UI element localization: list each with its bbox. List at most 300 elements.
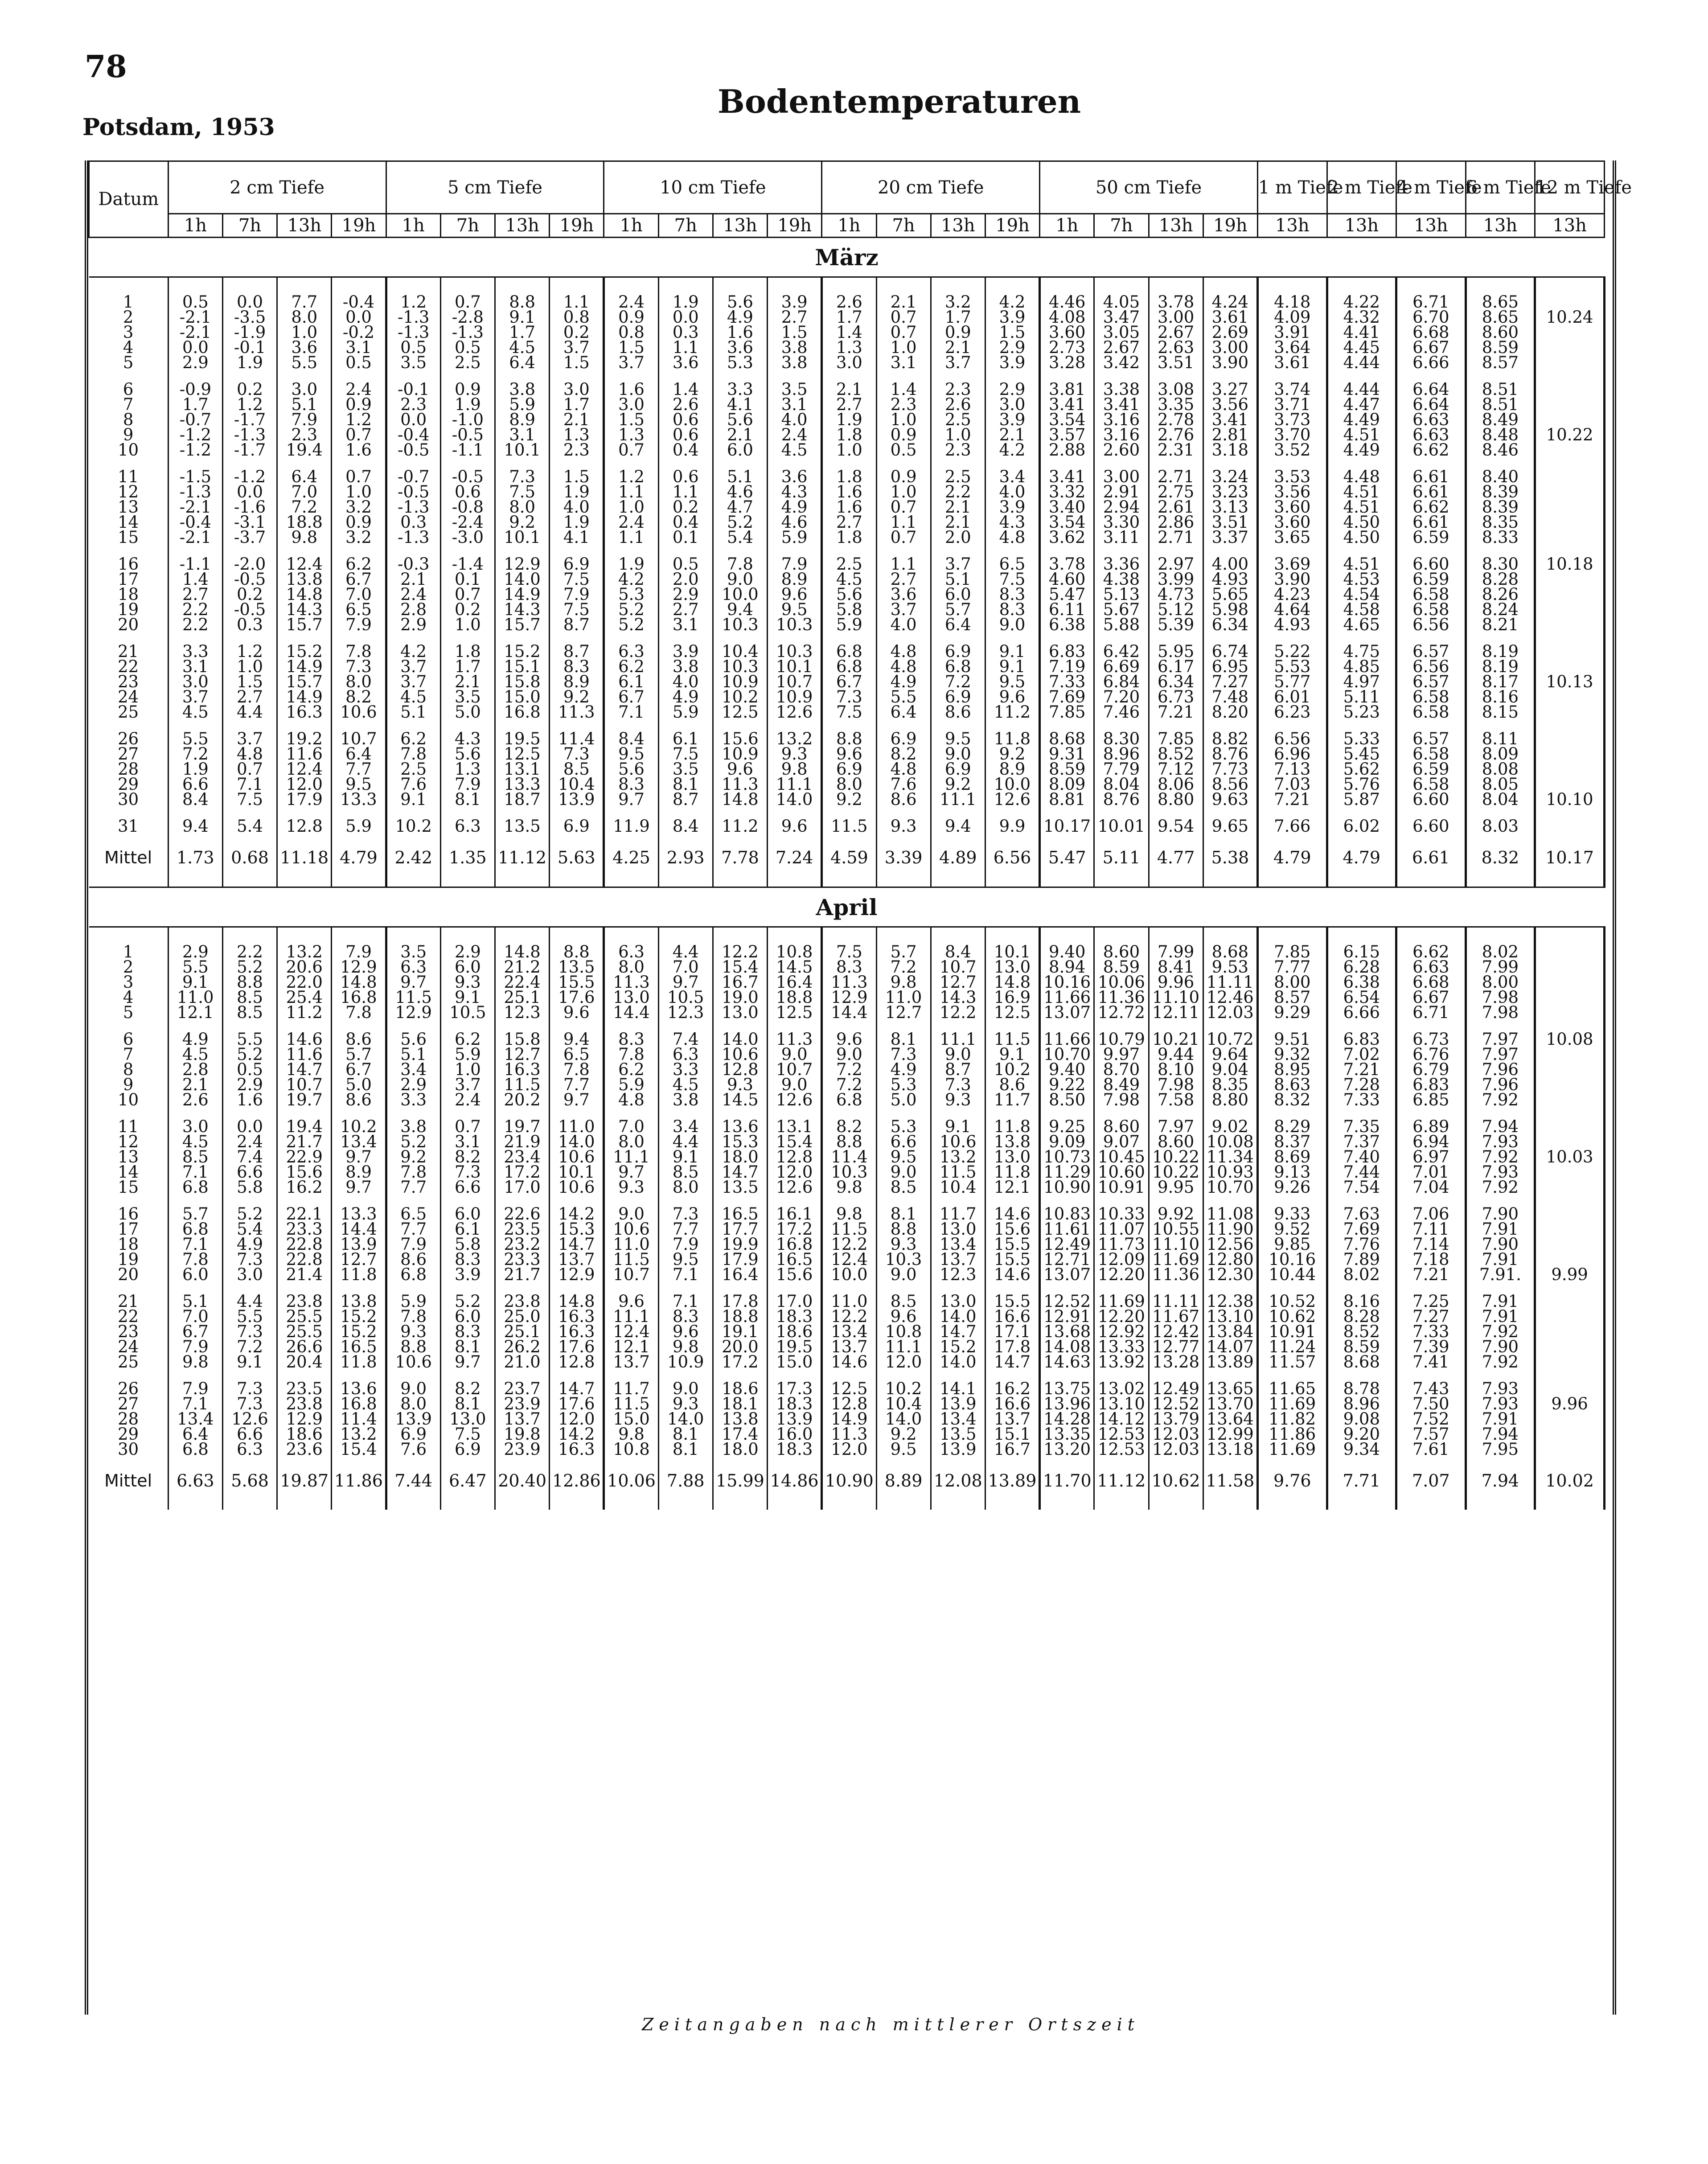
value-cell: 12.09: [1094, 1252, 1149, 1267]
value-cell: 8.40: [1466, 469, 1535, 485]
value-cell: 7.90: [1466, 1339, 1535, 1355]
value-cell: 8.9: [768, 572, 822, 587]
value-cell: 9.3: [876, 1237, 931, 1252]
value-cell: 9.1: [658, 1150, 713, 1165]
value-cell: 11.5: [985, 1032, 1039, 1047]
value-cell: 6.60: [1396, 819, 1466, 834]
footnote: Zeitangaben nach mittlerer Ortszeit: [642, 2015, 1140, 2034]
value-cell: 15.4: [332, 1442, 386, 1457]
value-cell: 11.34: [1203, 1150, 1257, 1165]
value-cell: 10.2: [332, 1119, 386, 1134]
value-cell: 3.54: [1040, 515, 1094, 530]
value-cell: [1535, 975, 1605, 990]
value-cell: 11.3: [768, 1032, 822, 1047]
value-cell: 11.69: [1257, 1442, 1327, 1457]
value-cell: 6.57: [1396, 731, 1466, 747]
value-cell: 0.4: [658, 515, 713, 530]
value-cell: -3.5: [222, 310, 277, 325]
value-cell: 3.9: [985, 412, 1039, 427]
value-cell: 6.17: [1149, 659, 1203, 674]
hour-header: 19h: [985, 214, 1039, 238]
value-cell: 12.8: [277, 819, 332, 834]
value-cell: 12.9: [386, 1005, 440, 1020]
day-cell: 4: [89, 340, 168, 355]
value-cell: 9.53: [1203, 960, 1257, 975]
value-cell: 0.5: [222, 1062, 277, 1077]
value-cell: 21.4: [277, 1267, 332, 1282]
value-cell: 8.68: [1040, 731, 1094, 747]
value-cell: 10.3: [768, 617, 822, 632]
value-cell: 6.56: [1396, 659, 1466, 674]
value-cell: 7.97: [1466, 1047, 1535, 1062]
value-cell: 9.7: [332, 1150, 386, 1165]
value-cell: 7.46: [1094, 705, 1149, 720]
value-cell: 6.6: [222, 1427, 277, 1442]
value-cell: 20.6: [277, 960, 332, 975]
mean-value-cell: 12.08: [931, 1469, 985, 1493]
value-cell: 6.9: [931, 690, 985, 705]
value-cell: 10.6: [550, 1150, 604, 1165]
value-cell: 2.1: [931, 500, 985, 515]
value-cell: 0.5: [332, 355, 386, 370]
day-cell: 1: [89, 944, 168, 960]
value-cell: 10.1: [768, 659, 822, 674]
value-cell: -1.2: [168, 427, 222, 443]
value-cell: 7.27: [1396, 1309, 1466, 1324]
value-cell: 6.9: [386, 1427, 440, 1442]
value-cell: 2.4: [768, 427, 822, 443]
value-cell: 10.1: [495, 530, 550, 545]
value-cell: 9.4: [168, 819, 222, 834]
value-cell: 7.33: [1040, 674, 1094, 690]
value-cell: 9.5: [332, 777, 386, 792]
day-cell: 13: [89, 500, 168, 515]
value-cell: 9.7: [440, 1355, 495, 1370]
value-cell: [1535, 990, 1605, 1005]
value-cell: 13.0: [604, 990, 658, 1005]
value-cell: 3.7: [876, 602, 931, 617]
value-cell: 6.38: [1040, 617, 1094, 632]
value-cell: 1.0: [822, 443, 876, 458]
page-title: Bodentemperaturen: [718, 82, 1081, 120]
value-cell: 11.5: [604, 1252, 658, 1267]
value-cell: [1535, 1355, 1605, 1370]
value-cell: 9.3: [658, 1396, 713, 1412]
hour-header: 19h: [768, 214, 822, 238]
day-cell: 14: [89, 515, 168, 530]
table-row: [89, 443, 1605, 458]
value-cell: 2.5: [440, 355, 495, 370]
mean-value-cell: 5.11: [1094, 846, 1149, 870]
value-cell: 8.7: [658, 792, 713, 807]
value-cell: 9.5: [768, 602, 822, 617]
value-cell: 8.59: [1327, 1339, 1396, 1355]
value-cell: 5.88: [1094, 617, 1149, 632]
value-cell: 10.9: [768, 690, 822, 705]
day-cell: 22: [89, 1309, 168, 1324]
value-cell: -0.5: [222, 602, 277, 617]
value-cell: 2.8: [386, 602, 440, 617]
value-cell: 5.62: [1327, 762, 1396, 777]
value-cell: 3.41: [1040, 469, 1094, 485]
value-cell: 19.5: [495, 731, 550, 747]
value-cell: 8.8: [822, 1134, 876, 1150]
value-cell: 3.1: [495, 427, 550, 443]
value-cell: 13.0: [931, 1294, 985, 1309]
value-cell: 16.2: [277, 1180, 332, 1195]
value-cell: 16.8: [495, 705, 550, 720]
depth-header-6m: 6 m Tiefe: [1466, 161, 1535, 214]
value-cell: 4.85: [1327, 659, 1396, 674]
value-cell: 4.97: [1327, 674, 1396, 690]
value-cell: 12.0: [550, 1412, 604, 1427]
value-cell: [1535, 731, 1605, 747]
value-cell: 11.1: [931, 792, 985, 807]
value-cell: [1535, 705, 1605, 720]
value-cell: 3.70: [1257, 427, 1327, 443]
value-cell: 3.8: [495, 382, 550, 397]
value-cell: 9.5: [985, 674, 1039, 690]
value-cell: 4.5: [822, 572, 876, 587]
value-cell: 2.9: [168, 944, 222, 960]
value-cell: 7.6: [386, 777, 440, 792]
value-cell: 3.5: [386, 355, 440, 370]
value-cell: 10.4: [713, 644, 767, 659]
value-cell: -1.3: [386, 325, 440, 340]
value-cell: 8.9: [550, 674, 604, 690]
value-cell: 8.49: [1466, 412, 1535, 427]
value-cell: 7.0: [604, 1119, 658, 1134]
value-cell: [1535, 944, 1605, 960]
value-cell: 2.2: [168, 602, 222, 617]
value-cell: 13.65: [1203, 1381, 1257, 1396]
value-cell: 0.0: [222, 295, 277, 310]
value-cell: 8.3: [658, 1309, 713, 1324]
value-cell: 0.9: [332, 515, 386, 530]
value-cell: 5.1: [931, 572, 985, 587]
value-cell: 7.3: [550, 747, 604, 762]
value-cell: 8.02: [1466, 944, 1535, 960]
value-cell: 0.7: [222, 762, 277, 777]
day-cell: 2: [89, 310, 168, 325]
value-cell: 1.7: [931, 310, 985, 325]
value-cell: 6.58: [1396, 587, 1466, 602]
value-cell: 5.12: [1149, 602, 1203, 617]
value-cell: 12.6: [985, 792, 1039, 807]
value-cell: 8.3: [550, 659, 604, 674]
value-cell: 15.4: [713, 960, 767, 975]
value-cell: 11.90: [1203, 1222, 1257, 1237]
mean-value-cell: 7.24: [768, 846, 822, 870]
value-cell: 19.7: [495, 1119, 550, 1134]
value-cell: -0.1: [386, 382, 440, 397]
hour-header: 1h: [822, 214, 876, 238]
value-cell: 5.6: [604, 762, 658, 777]
value-cell: 12.53: [1094, 1427, 1149, 1442]
value-cell: 9.22: [1040, 1077, 1094, 1092]
value-cell: 14.8: [985, 975, 1039, 990]
value-cell: 9.0: [604, 1207, 658, 1222]
value-cell: 10.06: [1094, 975, 1149, 990]
day-cell: 26: [89, 731, 168, 747]
value-cell: 8.09: [1040, 777, 1094, 792]
value-cell: 8.59: [1094, 960, 1149, 975]
value-cell: -1.3: [440, 325, 495, 340]
value-cell: [1535, 1092, 1605, 1108]
value-cell: [1535, 960, 1605, 975]
month-row: [89, 238, 1605, 277]
mean-value-cell: 12.86: [550, 1469, 604, 1493]
value-cell: 6.38: [1327, 975, 1396, 990]
value-cell: 2.67: [1149, 325, 1203, 340]
value-cell: [1535, 1427, 1605, 1442]
value-cell: 5.23: [1327, 705, 1396, 720]
value-cell: 15.6: [768, 1267, 822, 1282]
value-cell: 10.0: [985, 777, 1039, 792]
value-cell: 7.4: [222, 1150, 277, 1165]
value-cell: 7.2: [822, 1077, 876, 1092]
value-cell: 10.70: [1040, 1047, 1094, 1062]
value-cell: 9.29: [1257, 1005, 1327, 1020]
value-cell: 12.6: [768, 705, 822, 720]
value-cell: 13.7: [985, 1412, 1039, 1427]
value-cell: 9.7: [550, 1092, 604, 1108]
value-cell: 3.5: [386, 944, 440, 960]
value-cell: 3.28: [1040, 355, 1094, 370]
value-cell: 11.5: [495, 1077, 550, 1092]
value-cell: 1.0: [277, 325, 332, 340]
value-cell: 10.4: [931, 1180, 985, 1195]
value-cell: 25.1: [495, 990, 550, 1005]
value-cell: 4.51: [1327, 427, 1396, 443]
value-cell: 4.48: [1327, 469, 1396, 485]
value-cell: 11.2: [985, 705, 1039, 720]
value-cell: 13.7: [550, 1252, 604, 1267]
hour-header: 7h: [222, 214, 277, 238]
value-cell: 6.8: [822, 1092, 876, 1108]
value-cell: 1.3: [550, 427, 604, 443]
value-cell: 23.8: [495, 1294, 550, 1309]
value-cell: 16.3: [277, 705, 332, 720]
value-cell: 6.8: [168, 1180, 222, 1195]
value-cell: 5.5: [222, 1032, 277, 1047]
value-cell: 11.82: [1257, 1412, 1327, 1427]
depth-header-2cm: 2 cm Tiefe: [168, 161, 386, 214]
value-cell: 5.1: [386, 705, 440, 720]
value-cell: -0.5: [386, 443, 440, 458]
value-cell: 10.2: [985, 1062, 1039, 1077]
value-cell: 3.99: [1149, 572, 1203, 587]
value-cell: 14.5: [713, 1092, 767, 1108]
value-cell: 2.1: [713, 427, 767, 443]
value-cell: 1.7: [168, 397, 222, 412]
value-cell: 3.7: [168, 690, 222, 705]
value-cell: 13.75: [1040, 1381, 1094, 1396]
value-cell: 2.71: [1149, 530, 1203, 545]
value-cell: 13.10: [1094, 1396, 1149, 1412]
value-cell: 6.57: [1396, 644, 1466, 659]
value-cell: 6.58: [1396, 602, 1466, 617]
value-cell: 6.59: [1396, 762, 1466, 777]
value-cell: 8.41: [1149, 960, 1203, 975]
value-cell: 1.6: [822, 500, 876, 515]
value-cell: 10.60: [1094, 1165, 1149, 1180]
value-cell: 3.61: [1203, 310, 1257, 325]
value-cell: 3.2: [332, 500, 386, 515]
value-cell: 11.29: [1040, 1165, 1094, 1180]
value-cell: 0.7: [440, 1119, 495, 1134]
value-cell: 2.31: [1149, 443, 1203, 458]
value-cell: [1535, 690, 1605, 705]
value-cell: 7.92: [1466, 1324, 1535, 1339]
day-cell: 25: [89, 705, 168, 720]
value-cell: 6.68: [1396, 975, 1466, 990]
value-cell: 3.00: [1094, 469, 1149, 485]
value-cell: -3.1: [222, 515, 277, 530]
table-row: [89, 1355, 1605, 1370]
value-cell: 17.2: [713, 1355, 767, 1370]
value-cell: [1535, 1180, 1605, 1195]
value-cell: 23.8: [277, 1396, 332, 1412]
value-cell: 4.6: [713, 485, 767, 500]
value-cell: 9.08: [1327, 1412, 1396, 1427]
value-cell: 3.1: [658, 617, 713, 632]
value-cell: 1.2: [332, 412, 386, 427]
value-cell: 9.1: [386, 792, 440, 807]
value-cell: 3.8: [658, 1092, 713, 1108]
value-cell: 7.98: [1466, 1005, 1535, 1020]
value-cell: 13.3: [332, 792, 386, 807]
value-cell: 2.9: [386, 617, 440, 632]
value-cell: 6.0: [713, 443, 767, 458]
value-cell: 5.22: [1257, 644, 1327, 659]
value-cell: 2.5: [822, 557, 876, 572]
value-cell: 2.4: [604, 295, 658, 310]
value-cell: 10.08: [1535, 1032, 1605, 1047]
value-cell: 4.24: [1203, 295, 1257, 310]
value-cell: 10.62: [1257, 1309, 1327, 1324]
value-cell: 4.73: [1149, 587, 1203, 602]
hour-header: 1h: [604, 214, 658, 238]
value-cell: 9.3: [931, 1092, 985, 1108]
value-cell: 4.45: [1327, 340, 1396, 355]
value-cell: 14.0: [495, 572, 550, 587]
value-cell: 12.91: [1040, 1309, 1094, 1324]
value-cell: 6.59: [1396, 530, 1466, 545]
value-cell: -1.6: [222, 500, 277, 515]
value-cell: 14.3: [277, 602, 332, 617]
value-cell: 17.4: [713, 1427, 767, 1442]
value-cell: 3.9: [440, 1267, 495, 1282]
value-cell: 12.20: [1094, 1309, 1149, 1324]
value-cell: 14.9: [822, 1412, 876, 1427]
value-cell: 13.10: [1203, 1309, 1257, 1324]
value-cell: 15.5: [550, 975, 604, 990]
day-cell: 19: [89, 602, 168, 617]
value-cell: 8.60: [1149, 1134, 1203, 1150]
value-cell: 16.0: [768, 1427, 822, 1442]
mean-value-cell: 0.68: [222, 846, 277, 870]
value-cell: 7.04: [1396, 1180, 1466, 1195]
value-cell: 7.5: [440, 1427, 495, 1442]
value-cell: 5.7: [332, 1047, 386, 1062]
value-cell: 9.95: [1149, 1180, 1203, 1195]
value-cell: 2.1: [876, 295, 931, 310]
value-cell: 16.3: [495, 1062, 550, 1077]
value-cell: 6.71: [1396, 1005, 1466, 1020]
value-cell: 7.8: [332, 644, 386, 659]
value-cell: 6.11: [1040, 602, 1094, 617]
value-cell: 8.60: [1094, 1119, 1149, 1134]
value-cell: 0.9: [332, 397, 386, 412]
value-cell: 6.6: [168, 777, 222, 792]
value-cell: 22.9: [277, 1150, 332, 1165]
value-cell: 9.6: [658, 1324, 713, 1339]
value-cell: 6.59: [1396, 572, 1466, 587]
value-cell: 7.7: [550, 1077, 604, 1092]
value-cell: 12.3: [658, 1005, 713, 1020]
value-cell: 9.34: [1327, 1442, 1396, 1457]
value-cell: 10.6: [604, 1222, 658, 1237]
value-cell: 3.4: [386, 1062, 440, 1077]
value-cell: -1.5: [168, 469, 222, 485]
value-cell: 3.51: [1203, 515, 1257, 530]
value-cell: -0.9: [168, 382, 222, 397]
value-cell: 1.8: [822, 469, 876, 485]
value-cell: 15.3: [550, 1222, 604, 1237]
hour-header: 13h: [1257, 214, 1327, 238]
value-cell: -1.3: [386, 530, 440, 545]
day-cell: 30: [89, 1442, 168, 1457]
mean-row: [89, 846, 1605, 870]
value-cell: 3.3: [386, 1092, 440, 1108]
value-cell: 7.03: [1257, 777, 1327, 792]
value-cell: 9.0: [768, 1047, 822, 1062]
value-cell: 1.9: [658, 295, 713, 310]
value-cell: 8.32: [1257, 1092, 1327, 1108]
value-cell: 23.7: [495, 1381, 550, 1396]
value-cell: 3.32: [1040, 485, 1094, 500]
hour-header: 1h: [1040, 214, 1094, 238]
value-cell: 9.7: [604, 792, 658, 807]
value-cell: 12.6: [768, 1092, 822, 1108]
value-cell: 2.6: [822, 295, 876, 310]
value-cell: 9.0: [822, 1047, 876, 1062]
value-cell: 9.51: [1257, 1032, 1327, 1047]
value-cell: 6.3: [604, 644, 658, 659]
day-cell: 18: [89, 587, 168, 602]
value-cell: 11.69: [1094, 1294, 1149, 1309]
day-cell: 17: [89, 1222, 168, 1237]
value-cell: 10.13: [1535, 674, 1605, 690]
value-cell: 7.97: [1466, 1032, 1535, 1047]
value-cell: 10.7: [277, 1077, 332, 1092]
value-cell: 3.62: [1040, 530, 1094, 545]
value-cell: 4.51: [1327, 500, 1396, 515]
value-cell: 1.5: [604, 412, 658, 427]
value-cell: 2.1: [931, 515, 985, 530]
value-cell: 22.4: [495, 975, 550, 990]
value-cell: 13.9: [550, 792, 604, 807]
value-cell: 13.5: [713, 1180, 767, 1195]
value-cell: 8.04: [1466, 792, 1535, 807]
value-cell: 15.8: [495, 1032, 550, 1047]
value-cell: 2.94: [1094, 500, 1149, 515]
value-cell: 8.2: [822, 1119, 876, 1134]
value-cell: 8.76: [1094, 792, 1149, 807]
value-cell: 6.7: [604, 690, 658, 705]
day-cell: 1: [89, 295, 168, 310]
